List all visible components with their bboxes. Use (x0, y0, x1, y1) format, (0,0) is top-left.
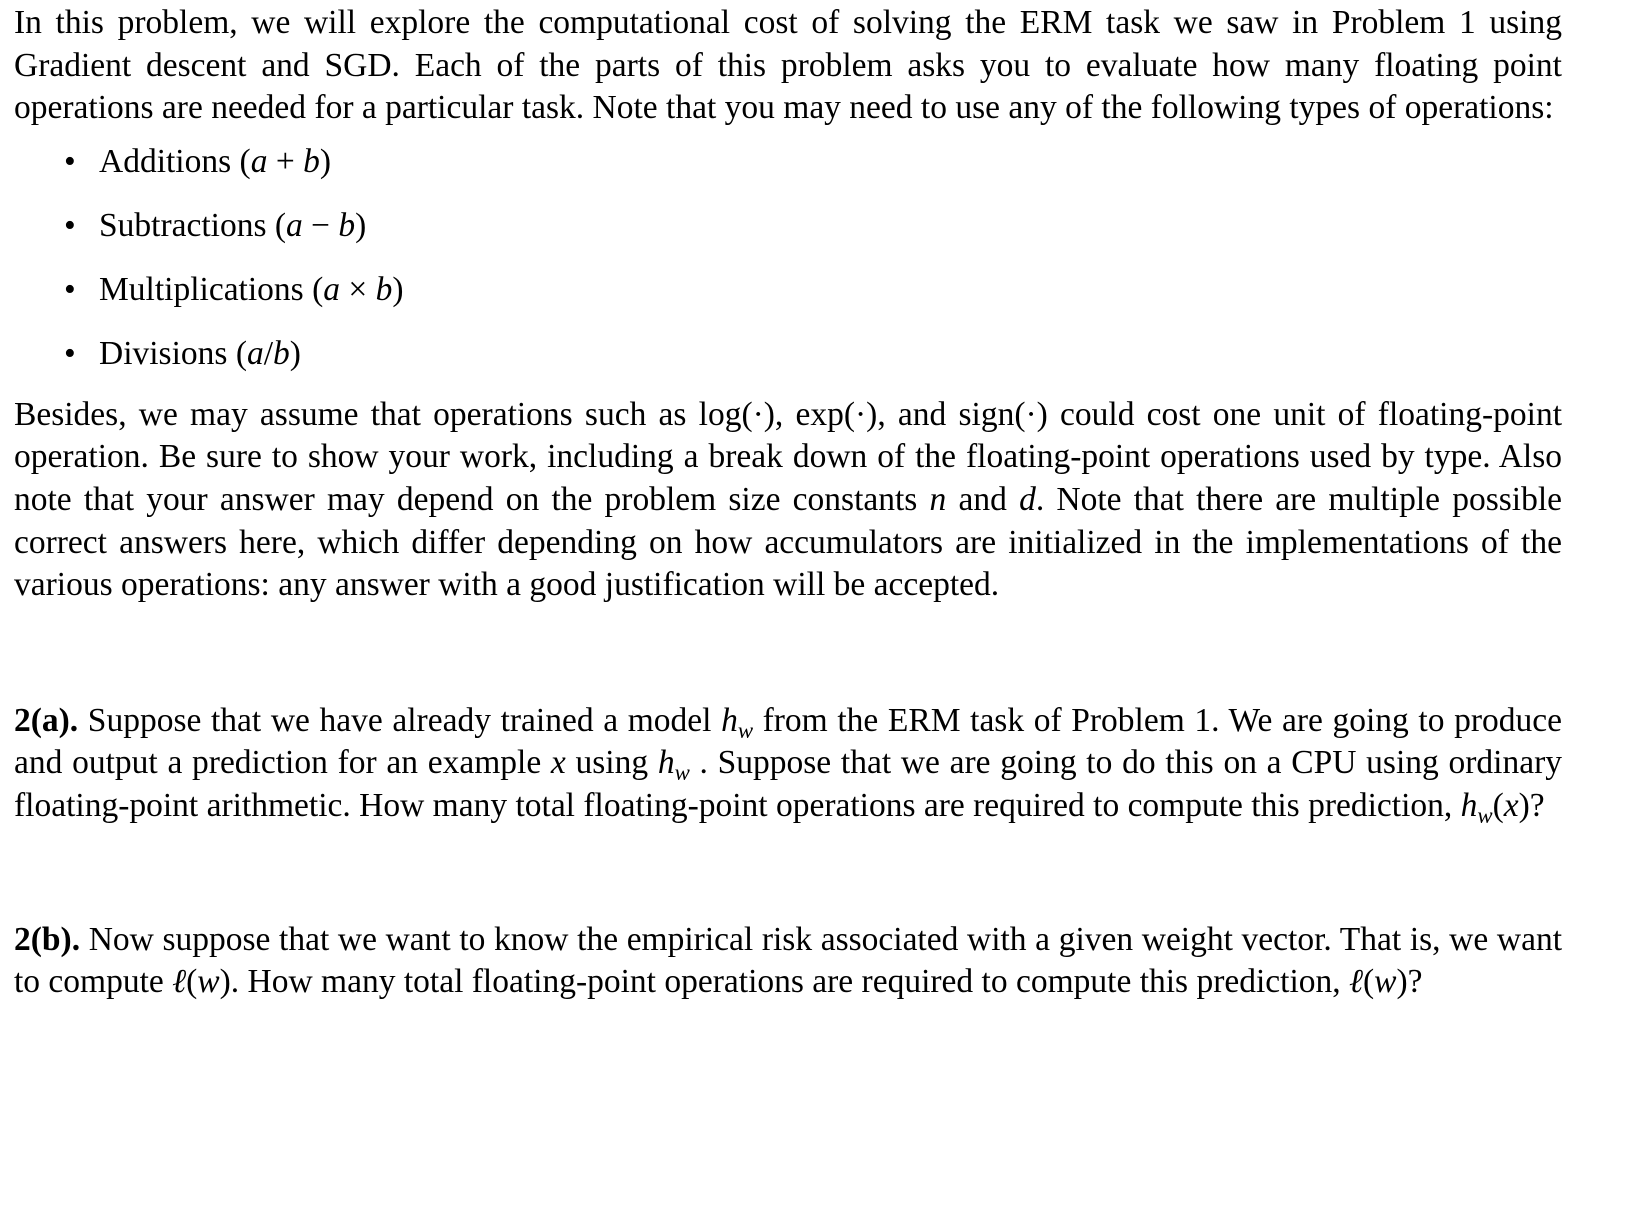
list-item-divisions (14, 333, 1562, 375)
bullet-icon: • (64, 270, 76, 308)
besides-paragraph: Besides, we may assume that operations such as log(·), exp(·), and sign(·) could cost one unit of floating-point operation. Be sure to show your work, including a break down of the floating-point operations used by type. Also note that your answer may depend on the problem size constants n and d. Note that there are multiple possible correct answers here, which differ depending on how accumulators are initialized in the implementations of the various operations: any answer with a good justification will be accepted. (14, 395, 1563, 604)
loss-symbol: ℓ (1349, 963, 1363, 1001)
list-item-subtractions (14, 205, 1562, 247)
var-d: d (1019, 480, 1036, 518)
operations-list (14, 141, 1562, 375)
operation-label: Divisions (99, 334, 228, 372)
var-n: n (929, 480, 947, 518)
operation-label: Additions (99, 142, 232, 180)
model-symbol: h (721, 701, 738, 739)
operation-formula: (a/b) (235, 334, 301, 372)
log-function: log(·) (698, 395, 775, 433)
operation-label: Multiplications (99, 270, 304, 308)
operation-formula: (a + b) (239, 142, 331, 180)
model-symbol: h (657, 744, 675, 782)
intro-paragraph: In this problem, we will explore the computational cost of solving the ERM task we saw in Problem 1 using Gradient descent and SGD. Each of the parts of this problem asks you to evaluate how many floating point operations are needed for a particular task. Note that you may need to use any of the following types of operations: (14, 4, 1562, 127)
operation-formula: (a × b) (312, 270, 404, 308)
question-2b: 2(b). Now suppose that we want to know the empirical risk associated with a given weight vector. That is, we want to compute ℓ(w). How many total floating-point operations are required to compute this prediction, ℓ(w)? (14, 920, 1562, 1001)
problem-document (14, 0, 1562, 1004)
bullet-icon: • (64, 206, 76, 244)
model-symbol: h (1460, 786, 1478, 824)
question-label: 2(b). (14, 920, 81, 958)
exp-function: exp(·) (795, 395, 878, 433)
var-x: x (550, 744, 566, 782)
loss-symbol: ℓ (172, 963, 187, 1001)
bullet-icon: • (64, 334, 76, 372)
operation-label: Subtractions (99, 206, 267, 244)
question-2a: 2(a). Suppose that we have already trained a model $h_w$ from the ERM task of Problem 1. We are going to produce and output a prediction for an example x using $h_w$ . Suppose that we are going to do this on a CPU using ordinary floating-point arithmetic. How many total floating-point operations are required to compute this prediction, $h_w(x)$? (14, 701, 1562, 828)
list-item-multiplications (14, 269, 1562, 311)
bullet-icon: • (64, 142, 76, 180)
sign-function: sign(·) (958, 395, 1048, 433)
question-label: 2(a). (14, 701, 79, 739)
operation-formula: (a − b) (274, 206, 367, 244)
list-item-additions (14, 141, 1562, 183)
